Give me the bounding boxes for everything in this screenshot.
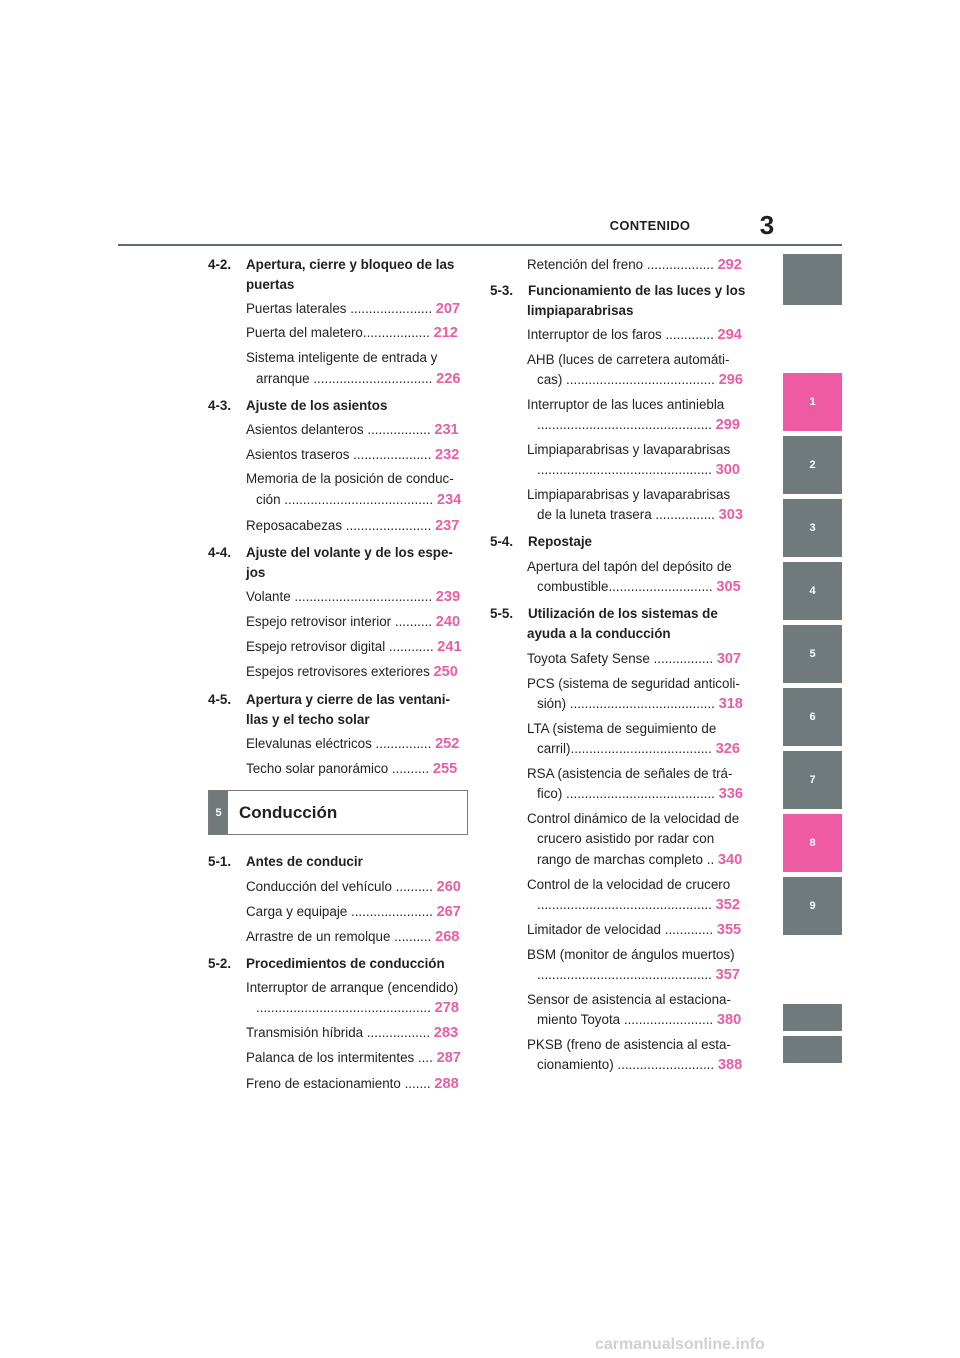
toc-entry[interactable]: miento Toyota ........................ 380: [537, 1012, 742, 1028]
toc-entry-text[interactable]: Control dinámico de la velocidad de: [527, 811, 740, 826]
chapter-tab-3[interactable]: 3: [783, 499, 842, 557]
chapter-tab-4[interactable]: 4: [783, 562, 842, 620]
toc-entry-text[interactable]: Interruptor de arranque (encendido): [246, 980, 459, 995]
toc-entry[interactable]: sión) ....................................... 318: [537, 696, 743, 712]
page-number: 3: [759, 210, 775, 240]
section-heading-cont: puertas: [246, 277, 295, 292]
section-heading: 5-4. Repostaje: [490, 534, 592, 549]
toc-entry[interactable]: Asientos traseros ..................... 232: [246, 447, 460, 463]
toc-entry[interactable]: ............................................... 278: [256, 1000, 459, 1016]
toc-entry[interactable]: carril)...................................... 326: [537, 741, 740, 757]
header-divider: [118, 244, 842, 246]
toc-entry-text[interactable]: BSM (monitor de ángulos muertos): [527, 947, 735, 962]
toc-entry[interactable]: ............................................... 299: [537, 417, 740, 433]
watermark: carmanualsonline.info: [595, 1336, 765, 1353]
section-heading: 4-4. Ajuste del volante y de los espe-: [208, 545, 453, 560]
section-heading: 5-1. Antes de conducir: [208, 854, 363, 869]
toc-entry[interactable]: combustible............................ 305: [537, 579, 741, 595]
toc-entry[interactable]: fico) ........................................ 336: [537, 786, 743, 802]
section-heading: 4-5. Apertura y cierre de las ventani-: [208, 692, 450, 707]
toc-entry[interactable]: Espejo retrovisor digital ............ 241: [246, 639, 462, 655]
section-heading-cont: jos: [246, 565, 266, 580]
toc-entry[interactable]: de la luneta trasera ................ 303: [537, 507, 743, 523]
toc-entry-text[interactable]: Interruptor de las luces antiniebla: [527, 397, 725, 412]
chapter-tab-index-2[interactable]: [783, 1036, 842, 1063]
toc-entry[interactable]: Palanca de los intermitentes .... 287: [246, 1050, 461, 1066]
chapter-tab-7[interactable]: 7: [783, 751, 842, 809]
section-heading-cont: limpiaparabrisas: [527, 303, 634, 318]
toc-entry[interactable]: Carga y equipaje ...................... 267: [246, 904, 461, 920]
section-heading: 4-2. Apertura, cierre y bloqueo de las: [208, 257, 455, 272]
toc-entry-text[interactable]: RSA (asistencia de señales de trá-: [527, 766, 733, 781]
chapter-heading-box: [208, 790, 468, 835]
chapter-tab-index-1[interactable]: [783, 1004, 842, 1031]
toc-entry[interactable]: Arrastre de un remolque .......... 268: [246, 929, 460, 945]
toc-entry-text[interactable]: Apertura del tapón del depósito de: [527, 559, 732, 574]
toc-entry[interactable]: ............................................... 357: [537, 967, 740, 983]
toc-entry[interactable]: Freno de estacionamiento ....... 288: [246, 1076, 459, 1092]
toc-entry-text[interactable]: Control de la velocidad de crucero: [527, 877, 731, 892]
toc-entry[interactable]: cionamiento) .......................... 388: [537, 1057, 743, 1073]
toc-entry[interactable]: Transmisión híbrida ................. 283: [246, 1025, 459, 1041]
toc-entry[interactable]: Techo solar panorámico .......... 255: [246, 761, 458, 777]
chapter-tab-blank-top[interactable]: [783, 254, 842, 305]
section-heading: 5-3. Funcionamiento de las luces y los: [490, 283, 746, 298]
header-title: CONTENIDO: [609, 218, 691, 233]
toc-entry[interactable]: ............................................... 352: [537, 897, 740, 913]
toc-entry-text[interactable]: Limpiaparabrisas y lavaparabrisas: [527, 487, 731, 502]
chapter-tab-2[interactable]: 2: [783, 436, 842, 494]
toc-entry[interactable]: ción ........................................ 234: [256, 492, 462, 508]
toc-entry[interactable]: Puerta del maletero.................. 212: [246, 325, 458, 341]
toc-entry[interactable]: ............................................... 300: [537, 462, 740, 478]
chapter-tab-9[interactable]: 9: [783, 877, 842, 935]
section-heading-cont: llas y el techo solar: [246, 712, 370, 727]
chapter-tab-8[interactable]: 8: [783, 814, 842, 872]
toc-entry[interactable]: Asientos delanteros ................. 231: [246, 422, 459, 438]
section-heading: 4-3. Ajuste de los asientos: [208, 398, 388, 413]
toc-entry[interactable]: rango de marchas completo .. 340: [537, 852, 743, 868]
chapter-title: Conducción: [239, 803, 338, 822]
section-heading: 5-2. Procedimientos de conducción: [208, 956, 445, 971]
toc-entry[interactable]: Reposacabezas ....................... 237: [246, 518, 460, 534]
toc-entry[interactable]: Espejo retrovisor interior .......... 240: [246, 614, 461, 630]
toc-entry-text[interactable]: Sistema inteligente de entrada y: [246, 350, 438, 365]
toc-entry-text[interactable]: Sensor de asistencia al estaciona-: [527, 992, 731, 1007]
toc-entry[interactable]: Interruptor de los faros ............. 294: [527, 327, 742, 343]
toc-entry-text[interactable]: AHB (luces de carretera automáti-: [527, 352, 730, 367]
toc-entry-text[interactable]: LTA (sistema de seguimiento de: [527, 721, 717, 736]
toc-entry-text[interactable]: PCS (sistema de seguridad anticoli-: [527, 676, 740, 691]
toc-entry[interactable]: Elevalunas eléctricos ............... 252: [246, 736, 460, 752]
toc-entry[interactable]: arranque ................................ 226: [256, 371, 461, 387]
chapter-tab-1[interactable]: 1: [783, 373, 842, 431]
toc-entry-text[interactable]: Limpiaparabrisas y lavaparabrisas: [527, 442, 731, 457]
toc-entry-text[interactable]: Memoria de la posición de conduc-: [246, 471, 454, 486]
toc-entry[interactable]: Espejos retrovisores exteriores 250: [246, 664, 458, 680]
toc-entry[interactable]: cas) ........................................ 296: [537, 372, 743, 388]
toc-entry-text[interactable]: PKSB (freno de asistencia al esta-: [527, 1037, 731, 1052]
toc-entry[interactable]: Limitador de velocidad ............. 355: [527, 922, 742, 938]
section-heading-cont: ayuda a la conducción: [527, 626, 671, 641]
toc-entry[interactable]: Retención del freno .................. 292: [527, 257, 742, 273]
toc-entry-text[interactable]: crucero asistido por radar con: [537, 831, 715, 846]
toc-entry[interactable]: Puertas laterales ...................... 207: [246, 301, 461, 317]
toc-entry[interactable]: Toyota Safety Sense ................ 307: [527, 651, 742, 667]
toc-entry[interactable]: Conducción del vehículo .......... 260: [246, 879, 461, 895]
chapter-tab-6[interactable]: 6: [783, 688, 842, 746]
chapter-tab-5[interactable]: 5: [783, 625, 842, 683]
toc-entry[interactable]: Volante ..................................... 239: [246, 589, 461, 605]
chapter-number: 5: [209, 791, 228, 834]
section-heading: 5-5. Utilización de los sistemas de: [490, 606, 718, 621]
